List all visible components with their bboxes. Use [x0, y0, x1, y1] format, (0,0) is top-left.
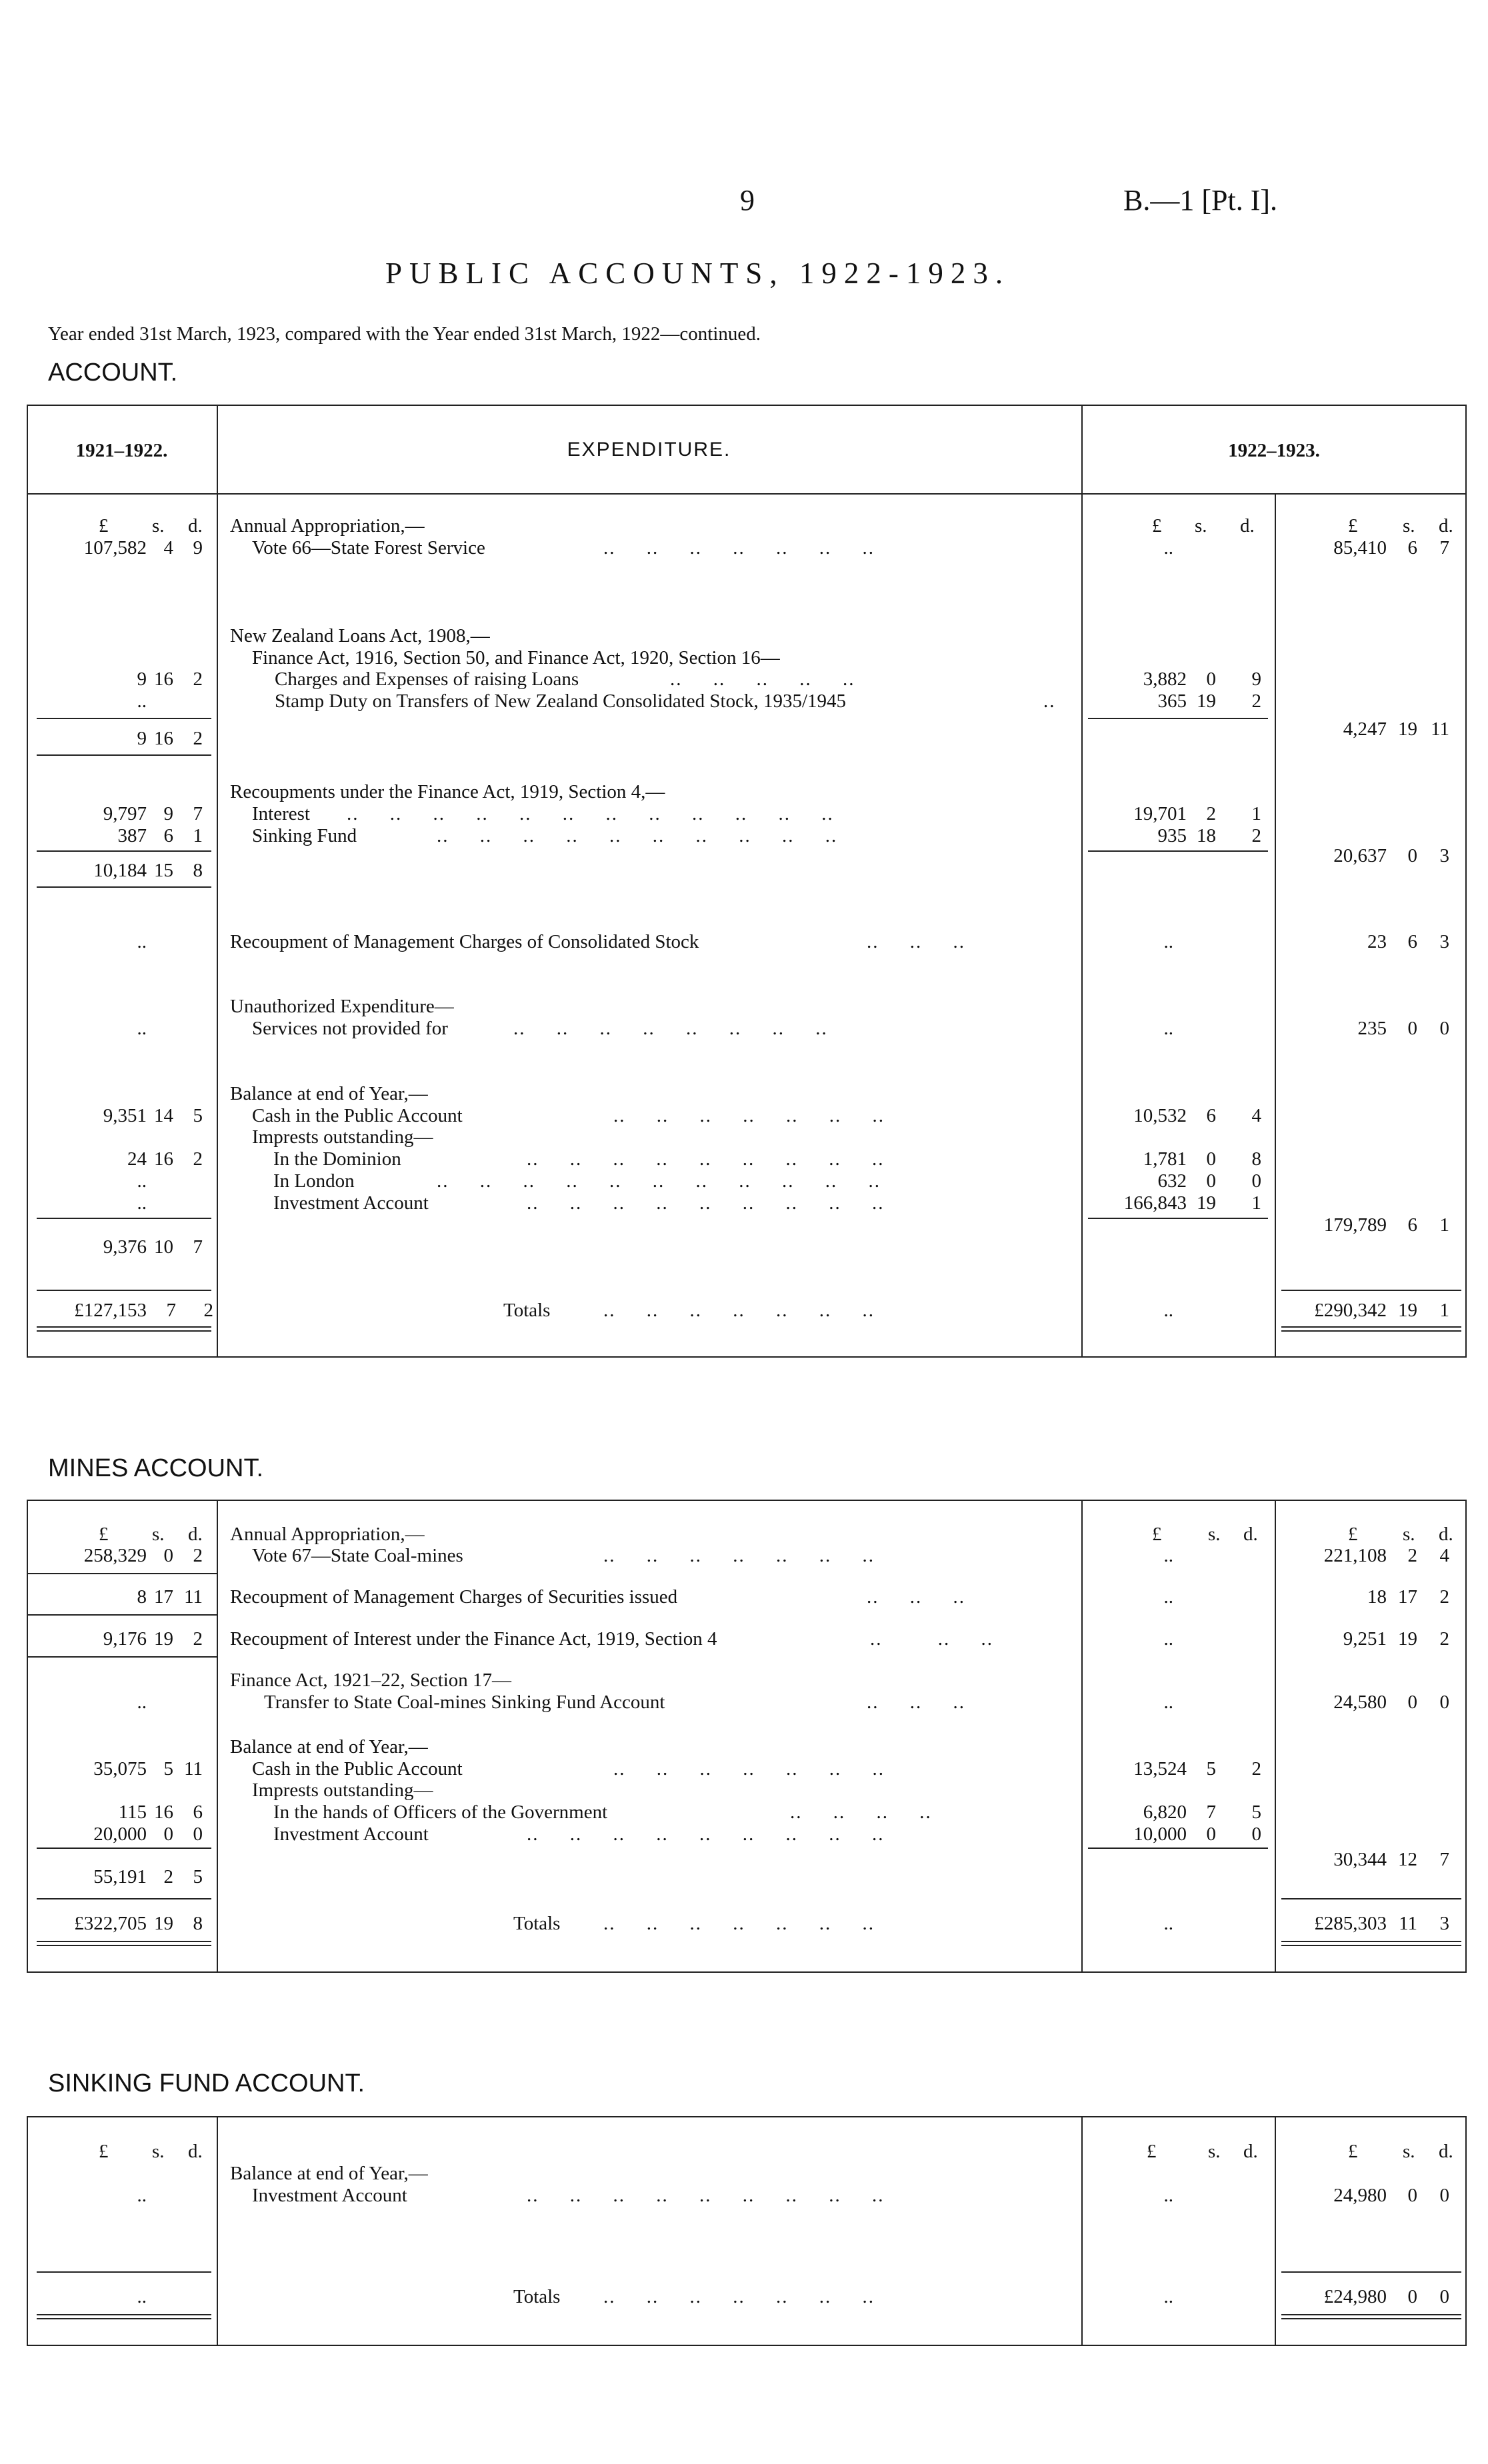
inner-pounds: 166,843 — [1123, 1192, 1187, 1214]
subtotal-prev-shillings: 16 — [154, 728, 173, 749]
leader-dots: .. .. .. — [867, 931, 965, 952]
leader-dots: .. .. .. .. .. .. .. .. .. — [527, 1148, 885, 1170]
inner-pounds: .. — [1163, 1692, 1173, 1713]
prev-shillings: 16 — [154, 1802, 173, 1823]
outer-pence: 4 — [1439, 1545, 1449, 1566]
inner-shillings: 0 — [1206, 1170, 1216, 1192]
prev-pounds: .. — [137, 1192, 147, 1214]
prev-pounds: 9,797 — [103, 803, 147, 824]
section-title: New Zealand Loans Act, 1908,— — [230, 625, 490, 646]
inner-pence: 5 — [1251, 1802, 1261, 1823]
item-label: Transfer to State Coal-mines Sinking Fund Account — [264, 1692, 665, 1713]
inner-pence: 8 — [1251, 1148, 1261, 1170]
inner-pence: 4 — [1251, 1105, 1261, 1126]
account-heading: ACCOUNT. — [48, 359, 178, 387]
totals-outer-pounds: £285,303 — [1314, 1913, 1387, 1934]
inner-shillings: 2 — [1206, 803, 1216, 824]
prev-pounds: 9 — [137, 668, 147, 690]
leader-dots: .. .. .. .. .. .. .. .. .. .. — [437, 825, 838, 846]
leader-dots: .. .. .. — [867, 1586, 965, 1608]
totals-inner: .. — [1163, 1300, 1173, 1321]
leader-dots: .. .. .. .. .. .. .. — [603, 1913, 875, 1934]
leader-dots: .. .. .. .. .. .. .. .. .. — [527, 1824, 885, 1845]
lsd-inner-pence: d. — [1240, 515, 1255, 537]
inner-pence: 2 — [1251, 690, 1261, 712]
leader-dots: .. .. .. — [867, 1692, 965, 1713]
prev-pence: 9 — [193, 537, 203, 559]
outer-pounds: 24,580 — [1333, 1692, 1387, 1713]
lsd-prev-pound: £ — [99, 515, 109, 537]
prev-pounds: 9,351 — [103, 1105, 147, 1126]
section-title: Balance at end of Year,— — [230, 2163, 428, 2184]
item-label: Stamp Duty on Transfers of New Zealand Consolidated Stock, 1935/1945 — [275, 690, 847, 712]
item-label: In the Dominion — [273, 1148, 401, 1170]
outer-pounds: 18 — [1367, 1586, 1387, 1608]
prev-pounds: 20,000 — [93, 1824, 147, 1845]
prev-pence: 2 — [193, 1628, 203, 1650]
lsd-outer-pence: d. — [1439, 2141, 1453, 2162]
outer-pence: 3 — [1439, 845, 1449, 866]
inner-shillings: 5 — [1206, 1758, 1216, 1780]
prev-pence: 2 — [193, 1545, 203, 1566]
item-label: Imprests outstanding— — [252, 1126, 433, 1148]
prev-pounds: 258,329 — [83, 1545, 147, 1566]
totals-outer-pence: 0 — [1439, 2286, 1449, 2307]
inner-pounds: 13,524 — [1133, 1758, 1187, 1780]
section-sub: Finance Act, 1916, Section 50, and Finance Act, 1920, Section 16— — [252, 647, 780, 668]
inner-pence: 2 — [1251, 825, 1261, 846]
prev-pence: 5 — [193, 1105, 203, 1126]
totals-prev-pence: 8 — [193, 1913, 203, 1934]
totals-label: Totals — [513, 1913, 561, 1934]
inner-shillings: 19 — [1197, 690, 1216, 712]
item-label: Cash in the Public Account — [252, 1758, 463, 1780]
outer-pence: 0 — [1439, 1018, 1449, 1039]
item-label: In the hands of Officers of the Government — [273, 1802, 608, 1823]
section-title: Recoupments under the Finance Act, 1919, Section 4,— — [230, 781, 665, 802]
prev-pounds: 115 — [118, 1802, 147, 1823]
lsd-prev-pence: d. — [188, 2141, 203, 2162]
section-sub: Services not provided for — [252, 1018, 448, 1039]
totals-outer-shillings: 0 — [1407, 2286, 1417, 2307]
prev-pounds: .. — [137, 690, 147, 712]
inner-shillings: 19 — [1197, 1192, 1216, 1214]
page-title: PUBLIC ACCOUNTS, 1922-1923. — [385, 257, 1011, 290]
lsd-inner-pound: £ — [1147, 2141, 1157, 2162]
section-title: Finance Act, 1921–22, Section 17— — [230, 1670, 512, 1691]
outer-pounds: 24,980 — [1333, 2185, 1387, 2206]
inner-pence: 1 — [1251, 1192, 1261, 1214]
leader-dots: .. .. .. .. .. .. .. .. .. .. .. .. — [347, 803, 834, 824]
prev-shillings: 0 — [163, 1824, 173, 1845]
outer-shillings: 12 — [1398, 1849, 1417, 1870]
outer-shillings: 19 — [1398, 1628, 1417, 1650]
prev-pounds: 387 — [117, 825, 147, 846]
subtotal-prev-pounds: 9,376 — [103, 1236, 147, 1258]
prev-pence: 1 — [193, 825, 203, 846]
document-ref: B.—1 [Pt. I]. — [1123, 184, 1277, 217]
leader-dots: .. .. .. .. — [790, 1802, 932, 1823]
inner-pounds: 3,882 — [1143, 668, 1187, 690]
prev-pounds: 107,582 — [83, 537, 147, 559]
lsd-prev-shilling: s. — [152, 2141, 165, 2162]
prev-shillings: 16 — [154, 1148, 173, 1170]
prev-shillings: 17 — [154, 1586, 173, 1608]
lsd-outer-pence: d. — [1439, 515, 1453, 537]
outer-shillings: 2 — [1407, 1545, 1417, 1566]
prev-shillings: 19 — [154, 1628, 173, 1650]
outer-pounds: 221,108 — [1323, 1545, 1387, 1566]
totals-prev-pounds: .. — [137, 2286, 147, 2307]
totals-prev-shillings: 7 — [166, 1300, 176, 1321]
col-heading-1922: 1922–1923. — [1228, 440, 1320, 461]
prev-pence: 2 — [193, 1148, 203, 1170]
inner-pounds: .. — [1163, 1018, 1173, 1039]
outer-pounds: 20,637 — [1333, 845, 1387, 866]
col-heading-expenditure: EXPENDITURE. — [567, 439, 731, 461]
section-title: Balance at end of Year,— — [230, 1736, 428, 1758]
outer-shillings: 0 — [1407, 2185, 1417, 2206]
totals-outer-pounds: £290,342 — [1314, 1300, 1387, 1321]
prev-pence: 2 — [193, 668, 203, 690]
inner-pounds: 1,781 — [1143, 1148, 1187, 1170]
item-label: Charges and Expenses of raising Loans — [275, 668, 579, 690]
lsd-prev-pence: d. — [188, 1524, 203, 1545]
prev-pounds: 24 — [127, 1148, 147, 1170]
lsd-prev-pound: £ — [99, 1524, 109, 1545]
page-number: 9 — [740, 184, 755, 217]
outer-pounds: 30,344 — [1333, 1849, 1387, 1870]
outer-pounds: 23 — [1367, 931, 1387, 952]
prev-shillings: 6 — [163, 825, 173, 846]
prev-shillings: 5 — [163, 1758, 173, 1780]
prev-pence: 11 — [184, 1758, 203, 1780]
inner-pounds: .. — [1163, 537, 1173, 559]
totals-outer-pence: 1 — [1439, 1300, 1449, 1321]
outer-shillings: 6 — [1407, 537, 1417, 559]
subtotal-prev-pence: 2 — [193, 728, 203, 749]
lsd-inner-pence: d. — [1243, 1524, 1258, 1545]
subtotal-prev-shillings: 15 — [154, 860, 173, 881]
inner-shillings: 6 — [1206, 1105, 1216, 1126]
lsd-inner-shilling: s. — [1208, 1524, 1221, 1545]
prev-shillings: 4 — [163, 537, 173, 559]
outer-pence: 7 — [1439, 537, 1449, 559]
lsd-prev-pound: £ — [99, 2141, 109, 2162]
prev-pounds: .. — [137, 931, 147, 952]
leader-dots: .. .. .. .. .. .. .. — [603, 1300, 875, 1321]
leader-dots: .. .. .. — [870, 1628, 993, 1650]
outer-shillings: 17 — [1398, 1586, 1417, 1608]
subtotal-prev-pence: 8 — [193, 860, 203, 881]
lsd-outer-pound: £ — [1348, 1524, 1358, 1545]
lsd-prev-shilling: s. — [152, 1524, 165, 1545]
inner-pounds: 10,532 — [1133, 1105, 1187, 1126]
outer-pounds: 85,410 — [1333, 537, 1387, 559]
subtotal-prev-pence: 7 — [193, 1236, 203, 1258]
inner-pounds: .. — [1163, 1545, 1173, 1566]
totals-outer-pounds: £24,980 — [1323, 2286, 1387, 2307]
outer-pounds: 9,251 — [1343, 1628, 1387, 1650]
inner-pounds: 632 — [1157, 1170, 1187, 1192]
outer-shillings: 0 — [1407, 845, 1417, 866]
inner-pounds: 935 — [1157, 825, 1187, 846]
prev-pence: 0 — [193, 1824, 203, 1845]
outer-pounds: 4,247 — [1343, 718, 1387, 740]
leader-dots: .. .. .. .. .. .. .. — [603, 537, 875, 559]
section-title: Balance at end of Year,— — [230, 1083, 428, 1104]
outer-pounds: 179,789 — [1323, 1214, 1387, 1236]
subtotal-prev-pounds: 9 — [137, 728, 147, 749]
section-title: Annual Appropriation,— — [230, 515, 425, 537]
inner-pence: 0 — [1251, 1824, 1261, 1845]
inner-shillings: 7 — [1206, 1802, 1216, 1823]
outer-pence: 0 — [1439, 2185, 1449, 2206]
inner-pounds: .. — [1163, 931, 1173, 952]
item-label: In London — [273, 1170, 355, 1192]
prev-pence: 6 — [193, 1802, 203, 1823]
leader-dots: .. .. .. .. .. .. .. — [613, 1758, 885, 1780]
totals-inner: .. — [1163, 1913, 1173, 1934]
inner-pence: 9 — [1251, 668, 1261, 690]
leader-dots: .. .. .. .. .. — [670, 668, 855, 690]
lsd-inner-shilling: s. — [1208, 2141, 1221, 2162]
totals-inner: .. — [1163, 2286, 1173, 2307]
mines-heading: MINES ACCOUNT. — [48, 1454, 264, 1482]
page-subtitle: Year ended 31st March, 1923, compared with the Year ended 31st March, 1922—continued. — [48, 323, 761, 345]
sinking-fund-heading: SINKING FUND ACCOUNT. — [48, 2069, 365, 2097]
totals-outer-shillings: 11 — [1399, 1913, 1417, 1934]
inner-pence: 1 — [1251, 803, 1261, 824]
leader-dots: .. — [1043, 690, 1056, 712]
lsd-outer-pound: £ — [1348, 2141, 1358, 2162]
prev-pounds: .. — [137, 2185, 147, 2206]
inner-pounds: 6,820 — [1143, 1802, 1187, 1823]
lsd-outer-shilling: s. — [1403, 2141, 1415, 2162]
outer-shillings: 19 — [1398, 718, 1417, 740]
lsd-prev-shilling: s. — [152, 515, 165, 537]
section-title: Unauthorized Expenditure— — [230, 996, 454, 1017]
col-heading-1921: 1921–1922. — [75, 440, 168, 461]
prev-shillings: 14 — [154, 1105, 173, 1126]
lsd-inner-pence: d. — [1243, 2141, 1258, 2162]
prev-pounds: .. — [137, 1018, 147, 1039]
section-title: Annual Appropriation,— — [230, 1524, 425, 1545]
totals-prev-pounds: £322,705 — [74, 1913, 147, 1934]
item-label: Investment Account — [273, 1192, 429, 1214]
item-label: Investment Account — [273, 1824, 429, 1845]
totals-prev-pounds: £127,153 — [74, 1300, 147, 1321]
leader-dots: .. .. .. .. .. .. .. — [613, 1105, 885, 1126]
inner-pounds: 10,000 — [1133, 1824, 1187, 1845]
subtotal-prev-shillings: 2 — [163, 1866, 173, 1887]
leader-dots: .. .. .. .. .. .. .. .. .. .. .. — [437, 1170, 881, 1192]
item-label: Vote 67—State Coal-mines — [252, 1545, 463, 1566]
inner-pounds: .. — [1163, 1628, 1173, 1650]
prev-pounds: .. — [137, 1692, 147, 1713]
lsd-outer-pound: £ — [1348, 515, 1358, 537]
outer-shillings: 6 — [1407, 1214, 1417, 1236]
leader-dots: .. .. .. .. .. .. .. .. — [513, 1018, 828, 1039]
item-label: Cash in the Public Account — [252, 1105, 463, 1126]
leader-dots: .. .. .. .. .. .. .. .. .. — [527, 2185, 885, 2206]
section-title: Recoupment of Management Charges of Consolidated Stock — [230, 931, 699, 952]
inner-pounds: 365 — [1157, 690, 1187, 712]
prev-pounds: .. — [137, 1170, 147, 1192]
prev-pence: 11 — [184, 1586, 203, 1608]
prev-shillings: 16 — [154, 668, 173, 690]
outer-pence: 3 — [1439, 931, 1449, 952]
outer-pence: 0 — [1439, 1692, 1449, 1713]
lsd-outer-shilling: s. — [1403, 1524, 1415, 1545]
inner-pence: 2 — [1251, 1758, 1261, 1780]
outer-pence: 2 — [1439, 1628, 1449, 1650]
inner-pounds: .. — [1163, 2185, 1173, 2206]
item-label: Vote 66—State Forest Service — [252, 537, 485, 559]
lsd-inner-shilling: s. — [1195, 515, 1207, 537]
totals-prev-shillings: 19 — [154, 1913, 173, 1934]
item-label: Recoupment of Management Charges of Securities issued — [230, 1586, 678, 1608]
leader-dots: .. .. .. .. .. .. .. .. .. — [527, 1192, 885, 1214]
outer-shillings: 6 — [1407, 931, 1417, 952]
item-label: Investment Account — [252, 2185, 407, 2206]
lsd-outer-pence: d. — [1439, 1524, 1453, 1545]
outer-pounds: 235 — [1357, 1018, 1387, 1039]
inner-shillings: 0 — [1206, 1148, 1216, 1170]
prev-pence: 7 — [193, 803, 203, 824]
prev-shillings: 0 — [163, 1545, 173, 1566]
totals-outer-shillings: 19 — [1398, 1300, 1417, 1321]
item-label: Recoupment of Interest under the Finance Act, 1919, Section 4 — [230, 1628, 717, 1650]
totals-label: Totals — [513, 2286, 561, 2307]
outer-pence: 2 — [1439, 1586, 1449, 1608]
leader-dots: .. .. .. .. .. .. .. — [603, 1545, 875, 1566]
lsd-inner-pound: £ — [1152, 515, 1162, 537]
lsd-outer-shilling: s. — [1403, 515, 1415, 537]
prev-shillings: 9 — [163, 803, 173, 824]
totals-outer-pence: 3 — [1439, 1913, 1449, 1934]
inner-pounds: 19,701 — [1133, 803, 1187, 824]
item-label: Interest — [252, 803, 310, 824]
subtotal-prev-pence: 5 — [193, 1866, 203, 1887]
outer-pence: 11 — [1431, 718, 1449, 740]
item-label: Sinking Fund — [252, 825, 357, 846]
inner-pounds: .. — [1163, 1586, 1173, 1608]
inner-shillings: 0 — [1206, 1824, 1216, 1845]
totals-prev-pence: 2 — [203, 1300, 213, 1321]
prev-pounds: 9,176 — [103, 1628, 147, 1650]
prev-pounds: 35,075 — [93, 1758, 147, 1780]
outer-shillings: 0 — [1407, 1692, 1417, 1713]
prev-pounds: 8 — [137, 1586, 147, 1608]
outer-shillings: 0 — [1407, 1018, 1417, 1039]
subtotal-prev-pounds: 55,191 — [93, 1866, 147, 1887]
lsd-inner-pound: £ — [1152, 1524, 1162, 1545]
item-label: Imprests outstanding— — [252, 1780, 433, 1801]
subtotal-prev-shillings: 10 — [154, 1236, 173, 1258]
inner-shillings: 0 — [1206, 668, 1216, 690]
subtotal-prev-pounds: 10,184 — [93, 860, 147, 881]
totals-label: Totals — [503, 1300, 551, 1321]
leader-dots: .. .. .. .. .. .. .. — [603, 2286, 875, 2307]
outer-pence: 7 — [1439, 1849, 1449, 1870]
outer-pence: 1 — [1439, 1214, 1449, 1236]
inner-pence: 0 — [1251, 1170, 1261, 1192]
lsd-prev-pence: d. — [188, 515, 203, 537]
inner-shillings: 18 — [1197, 825, 1216, 846]
